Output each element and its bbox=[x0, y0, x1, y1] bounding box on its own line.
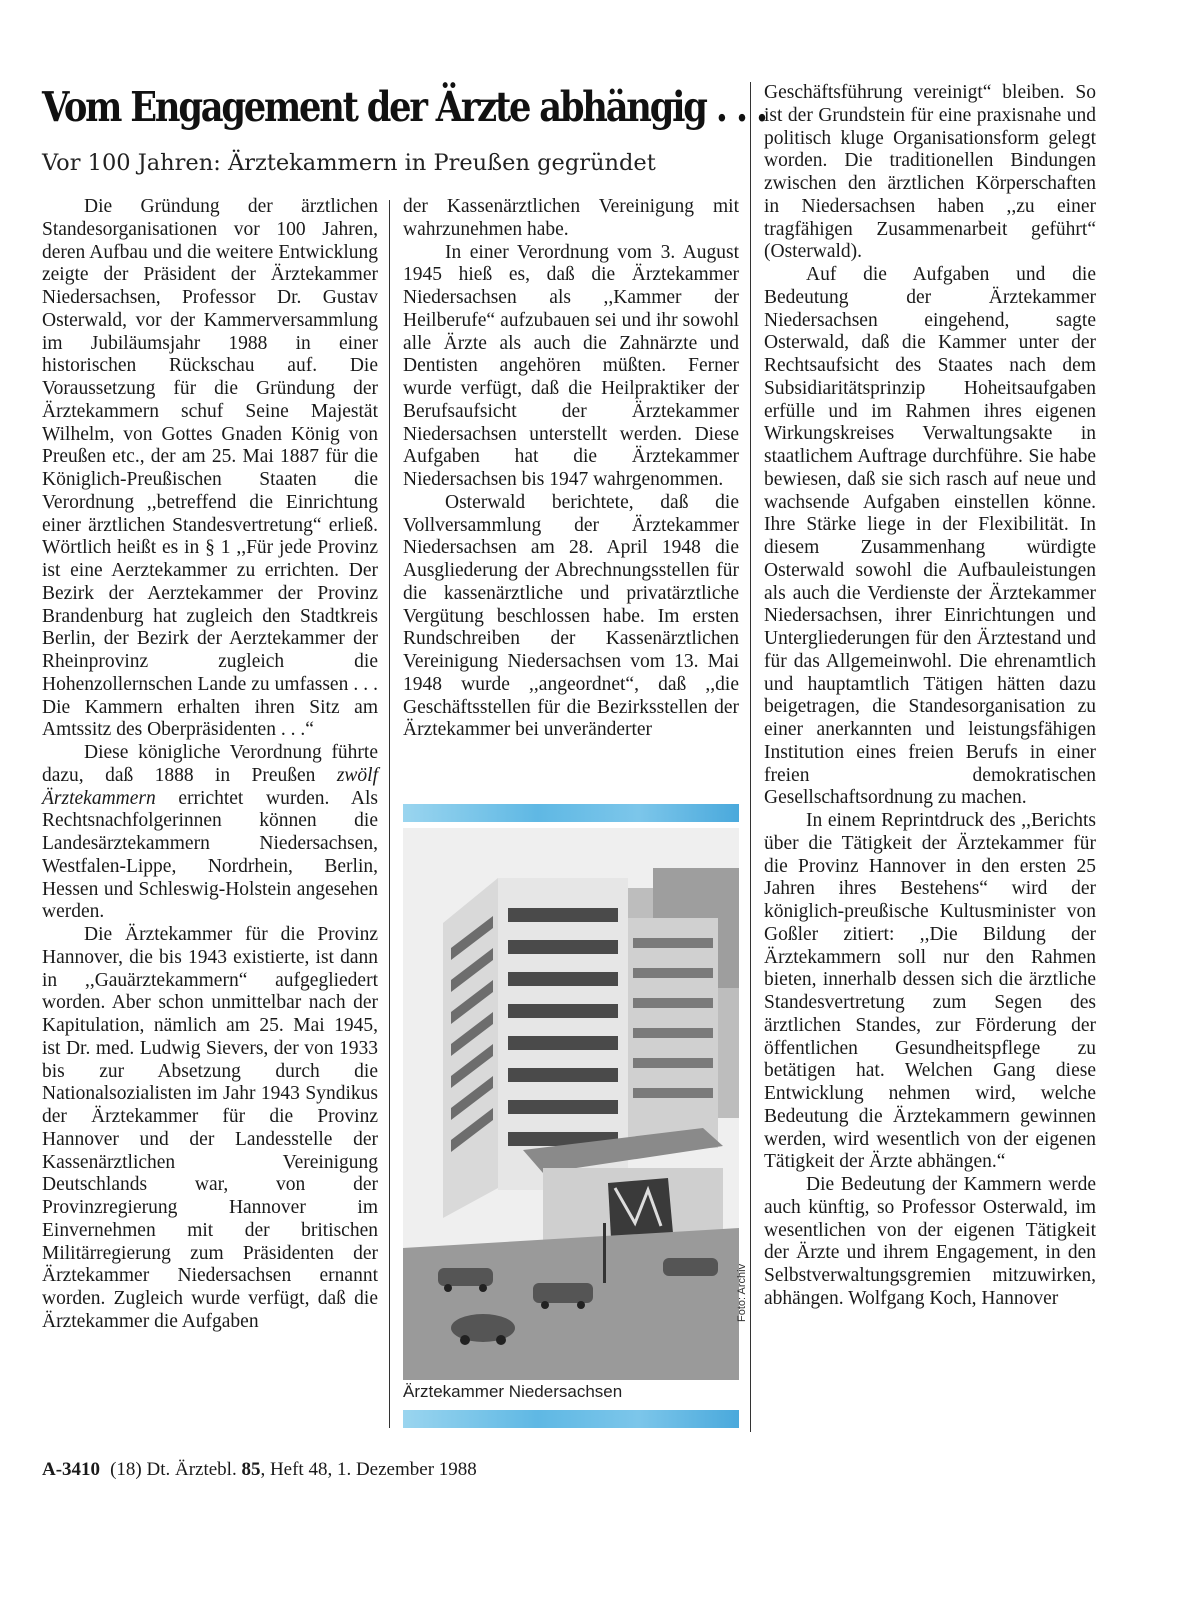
paragraph bbox=[42, 742, 378, 924]
photo-caption: Ärztekammer Niedersachsen bbox=[403, 1382, 623, 1401]
column-2 bbox=[403, 196, 739, 786]
building-illustration bbox=[403, 828, 739, 1380]
volume-number: 85 bbox=[241, 1459, 261, 1480]
column-1 bbox=[42, 196, 378, 1424]
issue-prefix: (18) Dt. Ärztebl. bbox=[110, 1459, 237, 1480]
accent-bar-top bbox=[403, 804, 739, 822]
photo-credit: Foto: Archiv bbox=[736, 1263, 748, 1322]
building-photo bbox=[403, 828, 739, 1380]
paragraph-text: Diese königliche Verordnung führte dazu, daß 1888 in Preußen bbox=[42, 742, 378, 786]
paragraph: Geschäftsführung vereinigt“ bleiben. So ist der Grundstein für eine praxisnahe und politisch kluge Organisationsform gelegt worden. Die traditionellen Bindungen zwischen den ärztlichen Körperschaften in Niedersachsen haben ,,zu einer tragfähigen Zusammenarbeit geführt“ (Osterwald). bbox=[764, 82, 1096, 263]
paragraph: In einem Reprintdruck des ,,Berichts über die Tätigkeit der Ärztekammer für die Provinz Hannover in den ersten 25 Jahren ihres Bestehens“ wird der königlich-preußische Kultusminister von Goßler zitiert: ,,Die Bildung der Ärztekammern soll nur den Rahmen bieten, innerhalb dessen sich die ärztliche Standesvertretung zum Segen des ärztlichen Standes, zur Förderung der öffentlichen Gesundheitspflege zu betätigen hat. Welchen Gang diese Entwicklung nehmen wird, welche Bedeutung die Ärztekammern gewinnen werden, wird wesentlich von der eigenen Tätigkeit der Ärzte abhängen.“ bbox=[764, 810, 1096, 1173]
paragraph: Auf die Aufgaben und die Bedeutung der Ärztekammer Niedersachsen eingehend, sagte Osterwald, daß die Kammer unter der Rechtsaufsicht des Staates nach dem Subsidiaritätsprinzip Hoheitsaufgaben erfülle und im Rahmen ihres eigenen Wirkungskreises Verwaltungsakte in staatlichem Auftrage durchführe. Sie habe bewiesen, daß sie sich rasch auf neue und wachsende Aufgaben einstellen könne. Ihre Stärke liege in der Flexibilität. In diesem Zusammenhang würdigte Osterwald sowohl die Aufbauleistungen als auch die Verdienste der Ärztekammer Niedersachsen, ihrer Einrichtungen und Untergliederungen für den Ärztestand und für das Allgemeinwohl. Die ehrenamtlich und hauptamtlich Tätigen hätten dazu beigetragen, die Standesorganisation zu einer anerkannten und leistungsfähigen Institution eines freien Berufs in einer freien demokratischen Gesellschaftsordnung zu machen. bbox=[764, 264, 1096, 809]
accent-bar-bottom bbox=[403, 1410, 739, 1428]
headline: Vom Engagement der Ärzte abhängig . . . bbox=[42, 83, 766, 131]
column-divider bbox=[750, 82, 751, 1432]
paragraph: In einer Verordnung vom 3. August 1945 hieß es, daß die Ärztekammer Niedersachsen als ,,Kammer der Heilberufe“ aufzubauen sei und ihr sowohl alle Ärzte als auch die Zahnärzte und Dentisten angehören müßten. Ferner wurde verfügt, daß die Heilpraktiker der Berufsaufsicht der Ärztekammer Niedersachsen unterstellt werden. Diese Aufgaben hat die Ärztekammer Niedersachsen bis 1947 wahrgenommen. bbox=[403, 241, 739, 490]
issue-details: , Heft 48, 1. Dezember 1988 bbox=[260, 1459, 477, 1480]
column-3 bbox=[764, 82, 1096, 1432]
page-footer bbox=[42, 1458, 742, 1482]
emphasis-text: zwölf Ärztekammern bbox=[42, 764, 378, 809]
column-divider bbox=[389, 200, 390, 1428]
subheadline: Vor 100 Jahren: Ärztekammern in Preußen gegründet bbox=[42, 150, 656, 176]
paragraph: der Kassenärztlichen Vereinigung mit wahrzunehmen habe. bbox=[403, 196, 739, 240]
paragraph: Die Gründung der ärztlichen Standesorganisationen vor 100 Jahren, deren Aufbau und die weitere Entwicklung zeigte der Präsident der Ärztekammer Niedersachsen, Professor Dr. Gustav Osterwald, vor der Kammerversammlung im Jubiläumsjahr 1988 in einer historischen Rückschau auf. Die Voraussetzung für die Gründung der Ärztekammern schuf Seine Majestät Wilhelm, von Gottes Gnaden König von Preußen etc., der am 25. Mai 1887 für die Königlich-Preußischen Staaten die Verordnung ,,betreffend die Einrichtung einer ärztlichen Standesvertretung“ erließ. Wörtlich heißt es in § 1 ,,Für jede Provinz ist eine Aerztekammer zu errichten. Der Bezirk der Aerztekammer der Provinz Brandenburg hat zugleich den Stadtkreis Berlin, der Bezirk der Aerztekammer der Rheinprovinz zugleich die Hohenzollernschen Lande zu umfassen . . . Die Kammern erhalten ihren Sitz am Amtssitz des Oberpräsidenten . . .“ bbox=[42, 196, 378, 741]
paragraph: Die Ärztekammer für die Provinz Hannover, die bis 1943 existierte, ist dann in ,,Gauärztekammern“ aufgegliedert worden. Aber schon unmittelbar nach der Kapitulation, nämlich am 25. Mai 1945, ist Dr. med. Ludwig Sievers, der von 1933 bis zur Absetzung durch die Nationalsozialisten im Jahr 1943 Syndikus der Ärztekammer für die Provinz Hannover und der Landesstelle der Kassenärztlichen Vereinigung Deutschlands war, von der Provinzregierung Hannover im Einvernehmen mit der britischen Militärregierung zum Präsidenten der Ärztekammer Niedersachsen ernannt worden. Zugleich wurde verfügt, daß die Ärztekammer die Aufgaben bbox=[42, 924, 378, 1332]
page-code: A-3410 bbox=[42, 1459, 101, 1480]
paragraph-text: errichtet wurden. Als Rechtsnachfolgerinnen können die Landesärztekammern Niedersachsen, Westfalen-Lippe, Nordrhein, Berlin, Hessen und Schleswig-Holstein angesehen werden. bbox=[42, 787, 379, 923]
paragraph: Osterwald berichtete, daß die Vollversammlung der Ärztekammer Niedersachsen am 28. April 1948 die Ausgliederung der Abrechnungsstellen für die kassenärztliche und privatärztliche Vergütung beschlossen habe. Im ersten Rundschreiben der Kassenärztlichen Vereinigung Niedersachsen vom 13. Mai 1948 wurde ,,angeordnet“, daß ,,die Geschäftsstellen für die Bezirksstellen der Ärztekammer bei unveränderter bbox=[403, 491, 739, 741]
paragraph: Die Bedeutung der Kammern werde auch künftig, so Professor Osterwald, im wesentlichen von der eigenen Tätigkeit der Ärzte und ihrem Engagement, in den Selbstverwaltungsgremien mitzuwirken, abhängen. Wolfgang Koch, Hannover bbox=[764, 1174, 1096, 1309]
